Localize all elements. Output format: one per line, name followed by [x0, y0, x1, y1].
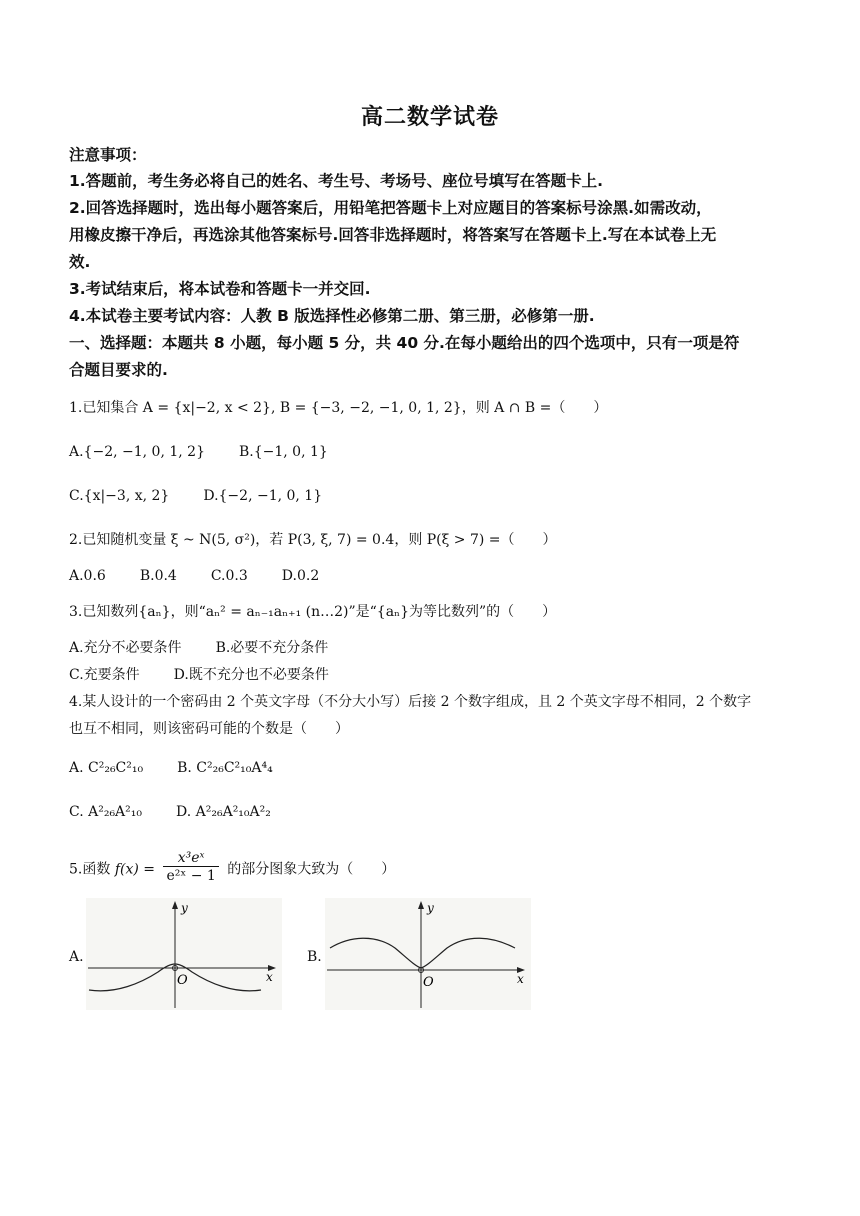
q5-stem-suffix: 的部分图象大致为（ ） — [227, 861, 396, 878]
q3-option-b: B.必要不充分条件 — [215, 640, 329, 656]
q5-graph-b-origin: O — [423, 975, 434, 990]
q2-option-a: A.0.6 — [69, 568, 106, 584]
question-4-options-row1 — [69, 756, 794, 780]
question-3-stem: 3.已知数列{aₙ}，则“aₙ² = aₙ₋₁aₙ₊₁ (n…2)”是“{aₙ}为等比数列”的（ ） — [69, 604, 557, 620]
notice-item-2b: 用橡皮擦干净后，再选涂其他答案标号.回答非选择题时，将答案写在答题卡上.写在本试卷上无 — [69, 226, 717, 244]
notice-heading: 注意事项： — [69, 146, 147, 164]
q5-numerator: x³eˣ — [163, 850, 218, 867]
question-5-stem — [69, 852, 794, 896]
q5-graph-b-axis-y: y — [427, 901, 434, 915]
notice-item-1: 1.答题前，考生务必将自己的姓名、考生号、考场号、座位号填写在答题卡上. — [69, 172, 604, 190]
q3-option-c: C.充要条件 — [69, 667, 140, 683]
question-4-stem-b: 也互不相同，则该密码可能的个数是（ ） — [69, 721, 349, 737]
q5-graph-b-label: B. — [307, 949, 322, 965]
q4-option-b: B. C²₂₆C²₁₀A⁴₄ — [177, 760, 273, 776]
q4-option-d: D. A²₂₆A²₁₀A²₂ — [176, 804, 271, 820]
notice-item-3: 3.考试结束后，将本试卷和答题卡一并交回. — [69, 280, 371, 298]
q5-graph-a-label: A. — [69, 949, 84, 965]
q5-graph-b — [325, 898, 531, 1010]
question-1-options-row1 — [69, 440, 794, 464]
question-2-options — [69, 564, 794, 588]
q5-denominator: e²ˣ − 1 — [166, 868, 216, 884]
question-3-options-row1 — [69, 636, 794, 660]
section-heading-b: 合题目要求的. — [69, 361, 168, 379]
notice-item-2c: 效. — [69, 253, 91, 271]
q2-option-c: C.0.3 — [210, 568, 248, 584]
q5-graph-b-axis-x: x — [517, 972, 524, 986]
notice-item-4: 4.本试卷主要考试内容：人教 B 版选择性必修第二册、第三册，必修第一册. — [69, 307, 595, 325]
q4-option-c: C. A²₂₆A²₁₀ — [69, 804, 143, 820]
q4-option-a: A. C²₂₆C²₁₀ — [69, 760, 144, 776]
page-title: 高二数学试卷 — [360, 105, 499, 130]
question-2-stem: 2.已知随机变量 ξ ~ N(5, σ²)，若 P(3, ξ, 7) = 0.4，则 P(ξ > 7) =（ ） — [69, 532, 557, 548]
question-1-options-row2 — [69, 484, 794, 508]
section-heading-a: 一、选择题：本题共 8 小题，每小题 5 分，共 40 分.在每小题给出的四个选项中，只有一项是符 — [69, 334, 740, 352]
q2-option-d: D.0.2 — [281, 568, 320, 584]
q5-graph-a — [86, 898, 282, 1010]
q1-option-c: C.{x|−3, x, 2} — [69, 488, 170, 504]
q5-graph-a-origin: O — [177, 973, 188, 988]
q3-option-d: D.既不充分也不必要条件 — [173, 667, 329, 683]
q5-stem-prefix: 5.函数 — [69, 861, 111, 878]
notice-item-2a: 2.回答选择题时，选出每小题答案后，用铅笔把答题卡上对应题目的答案标号涂黑.如需改动， — [69, 199, 712, 217]
q5-fraction — [163, 850, 218, 885]
question-3-options-row2 — [69, 663, 794, 687]
question-1-stem: 1.已知集合 A = {x|−2, x < 2}, B = {−3, −2, −1, 0, 1, 2}，则 A ∩ B =（ ） — [69, 400, 608, 416]
q1-option-b: B.{−1, 0, 1} — [238, 444, 328, 460]
question-4-stem-a: 4.某人设计的一个密码由 2 个英文字母（不分大小写）后接 2 个数字组成，且 2 个英文字母不相同，2 个数字 — [69, 694, 752, 710]
q5-graph-a-axis-x: x — [266, 970, 273, 984]
q5-graph-a-axis-y: y — [181, 901, 188, 915]
q2-option-b: B.0.4 — [139, 568, 177, 584]
q1-option-d: D.{−2, −1, 0, 1} — [203, 488, 323, 504]
question-4-options-row2 — [69, 800, 794, 824]
q5-func-name: f(x) = — [114, 861, 155, 878]
q1-option-a: A.{−2, −1, 0, 1, 2} — [69, 444, 205, 460]
q3-option-a: A.充分不必要条件 — [69, 640, 182, 656]
